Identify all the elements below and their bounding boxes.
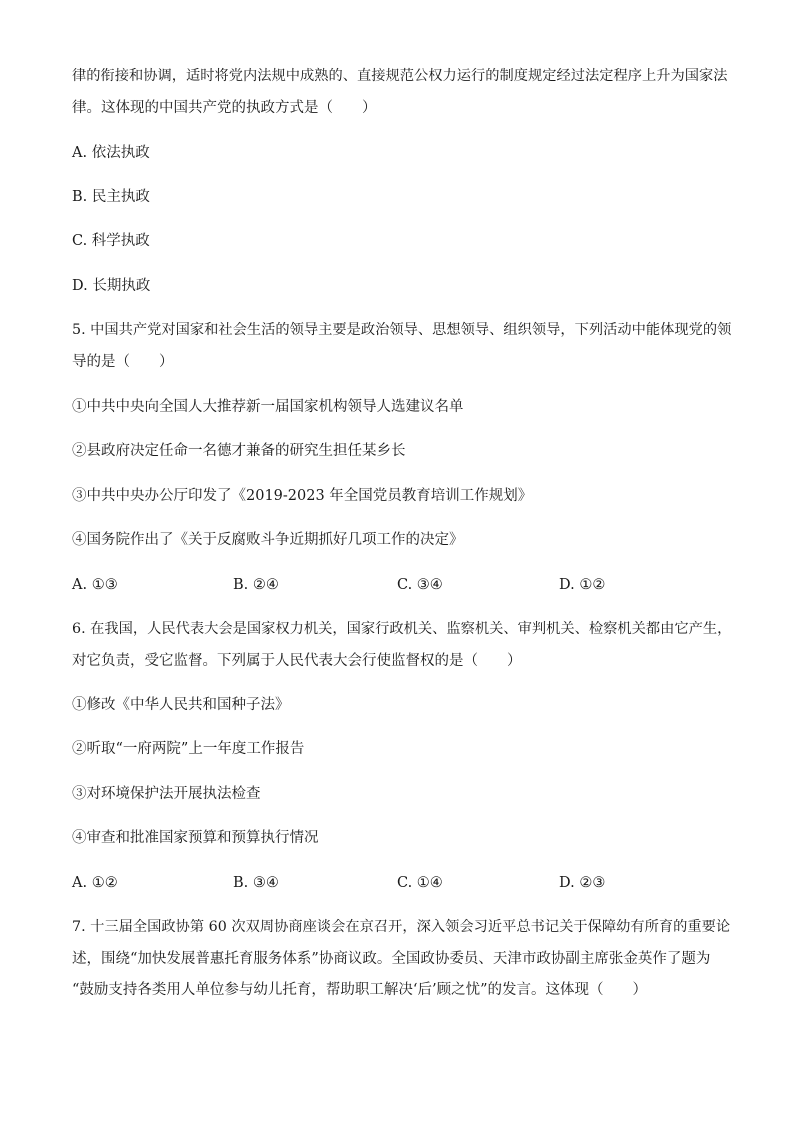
q6-option-c[interactable]: C. ①④ [397,875,443,891]
q6-statement-3: ③对环境保护法开展执法检查 [72,786,261,802]
q6-statement-2: ②听取“一府两院”上一年度工作报告 [72,741,305,757]
q6-stem-line-1: 6. 在我国，人民代表大会是国家权力机关，国家行政机关、监察机关、审判机关、检察机关都由它产生， [72,621,732,637]
q6-option-d[interactable]: D. ②③ [559,875,606,891]
q5-option-a[interactable]: A. ①③ [72,577,118,593]
q5-option-b[interactable]: B. ②④ [233,577,279,593]
q5-option-c[interactable]: C. ③④ [397,577,443,593]
q7-stem-line-2: 述，围绕“加快发展普惠托育服务体系”协商议政。全国政协委员、天津市政协副主席张金英作了题为 [72,951,711,967]
q4-stem-line-2: 律。这体现的中国共产党的执政方式是（ ） [72,100,377,116]
q5-statement-4: ④国务院作出了《关于反腐败斗争近期抓好几项工作的决定》 [72,532,464,548]
q4-option-a[interactable]: A. 依法执政 [72,145,150,161]
q5-statement-1: ①中共中央向全国人大推荐新一届国家机构领导人选建议名单 [72,399,464,415]
q5-statement-2: ②县政府决定任命一名德才兼备的研究生担任某乡长 [72,443,406,459]
q4-option-b[interactable]: B. 民主执政 [72,189,150,205]
q5-statement-3: ③中共中央办公厅印发了《2019-2023 年全国党员教育培训工作规划》 [72,488,533,504]
q5-option-d[interactable]: D. ①② [559,577,606,593]
q5-stem-line-2: 导的是（ ） [72,354,174,370]
q5-stem-line-1: 5. 中国共产党对国家和社会生活的领导主要是政治领导、思想领导、组织领导，下列活动中能体现党的领 [72,322,732,338]
q6-statement-4: ④审查和批准国家预算和预算执行情况 [72,830,319,846]
q5-options-row [72,575,732,595]
q6-stem-line-2: 对它负责，受它监督。下列属于人民代表大会行使监督权的是（ ） [72,653,522,669]
q6-option-b[interactable]: B. ③④ [233,875,279,891]
q6-statement-1: ①修改《中华人民共和国种子法》 [72,697,290,713]
q7-stem-line-1: 7. 十三届全国政协第 60 次双周协商座谈会在京召开，深入领会习近平总书记关于保障幼有所育的重要论 [72,919,731,935]
q4-option-c[interactable]: C. 科学执政 [72,233,150,249]
q4-stem-line-1: 律的衔接和协调，适时将党内法规中成熟的、直接规范公权力运行的制度规定经过法定程序上升为国家法 [72,68,728,84]
q7-stem-line-3: “鼓励支持各类用人单位参与幼儿托育，帮助职工解决‘后’顾之忧”的发言。这体现（ ） [72,982,648,998]
q4-option-d[interactable]: D. 长期执政 [72,278,151,294]
q6-options-row [72,873,732,893]
q6-option-a[interactable]: A. ①② [72,875,118,891]
